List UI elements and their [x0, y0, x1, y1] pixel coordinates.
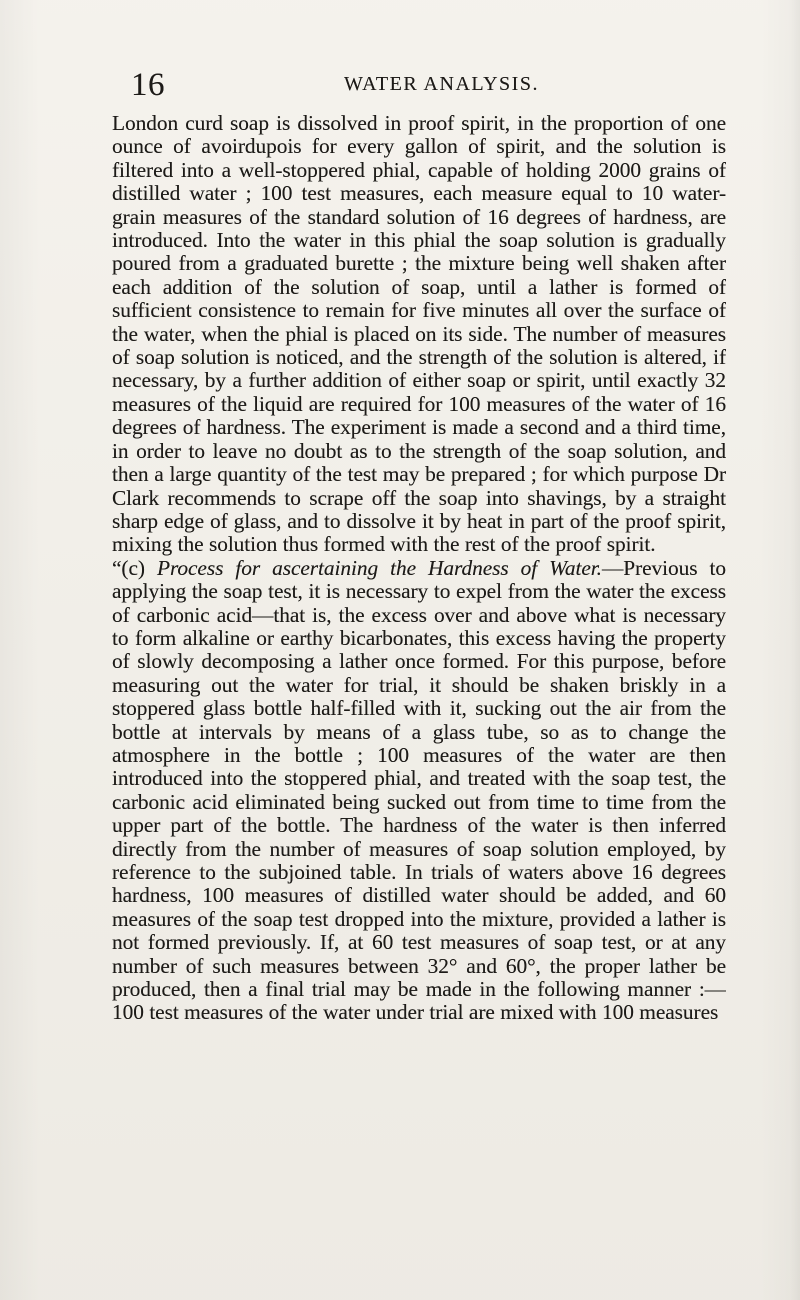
paragraph-soap-solution: London curd soap is dissolved in proof spirit, in the proportion of one ounce of avoirdupois for every gallon of spirit, and the solution is filtered into a well-stoppered phial, capable of holding 2000 grains of distilled water ; 100 test measures, each measure equal to 10 water-grain measures of the standard solution of 16 degrees of hardness, are introduced. Into the water in this phial the soap solution is gradually poured from a graduated burette ; the mixture being well shaken after each addition of the solution of soap, until a lather is formed of sufficient consistence to remain for five minutes all over the surface of the water, when the phial is placed on its side. The number of measures of soap solution is noticed, and the strength of the solution is altered, if necessary, by a further addition of either soap or spirit, until exactly 32 measures of the liquid are required for 100 measures of the water of 16 degrees of hardness. The experiment is made a second and a third time, in order to leave no doubt as to the strength of the soap solution, and then a large quantity of the test may be prepared ; for which purpose Dr Clark recommends to scrape off the soap into shavings, by a straight sharp edge of glass, and to dissolve it by heat in part of the proof spirit, mixing the solution thus formed with the rest of the proof spirit. [112, 112, 726, 557]
paragraph-prefix: “(c) [112, 555, 157, 580]
page-edge-shadow [790, 0, 800, 1300]
running-head: WATER ANALYSIS. [344, 73, 539, 95]
body-text [112, 112, 726, 1297]
page-header [131, 64, 691, 104]
process-title: Process for ascertaining the Hardness of Water. [156, 555, 602, 580]
page-number: 16 [131, 67, 165, 103]
paragraph-hardness-process [112, 557, 726, 1025]
paragraph-body: —Previous to applying the soap test, it is necessary to expel from the water the excess of carbonic acid—that is, the excess over and above what is necessary to form alkaline or earthy bicarbonates, this excess having the property of slowly decomposing a lather once formed. For this purpose, before measuring out the water for trial, it should be shaken briskly in a stoppered glass bottle half-filled with it, sucking out the air from the bottle at intervals by means of a glass tube, so as to change the atmosphere in the bottle ; 100 measures of the water are then introduced into the stoppered phial, and treated with the soap test, the carbonic acid eliminated being sucked out from time to time from the upper part of the bottle. The hardness of the water is then inferred directly from the number of measures of soap solution employed, by reference to the subjoined table. In trials of waters above 16 degrees hardness, 100 measures of distilled water should be added, and 60 measures of the soap test dropped into the mixture, provided a lather is not formed previously. If, at 60 test measures of soap test, or at any number of such measures between 32° and 60°, the proper lather be produced, then a final trial may be made in the following manner :—100 test measures of the water under trial are mixed with 100 measures [112, 555, 726, 1025]
